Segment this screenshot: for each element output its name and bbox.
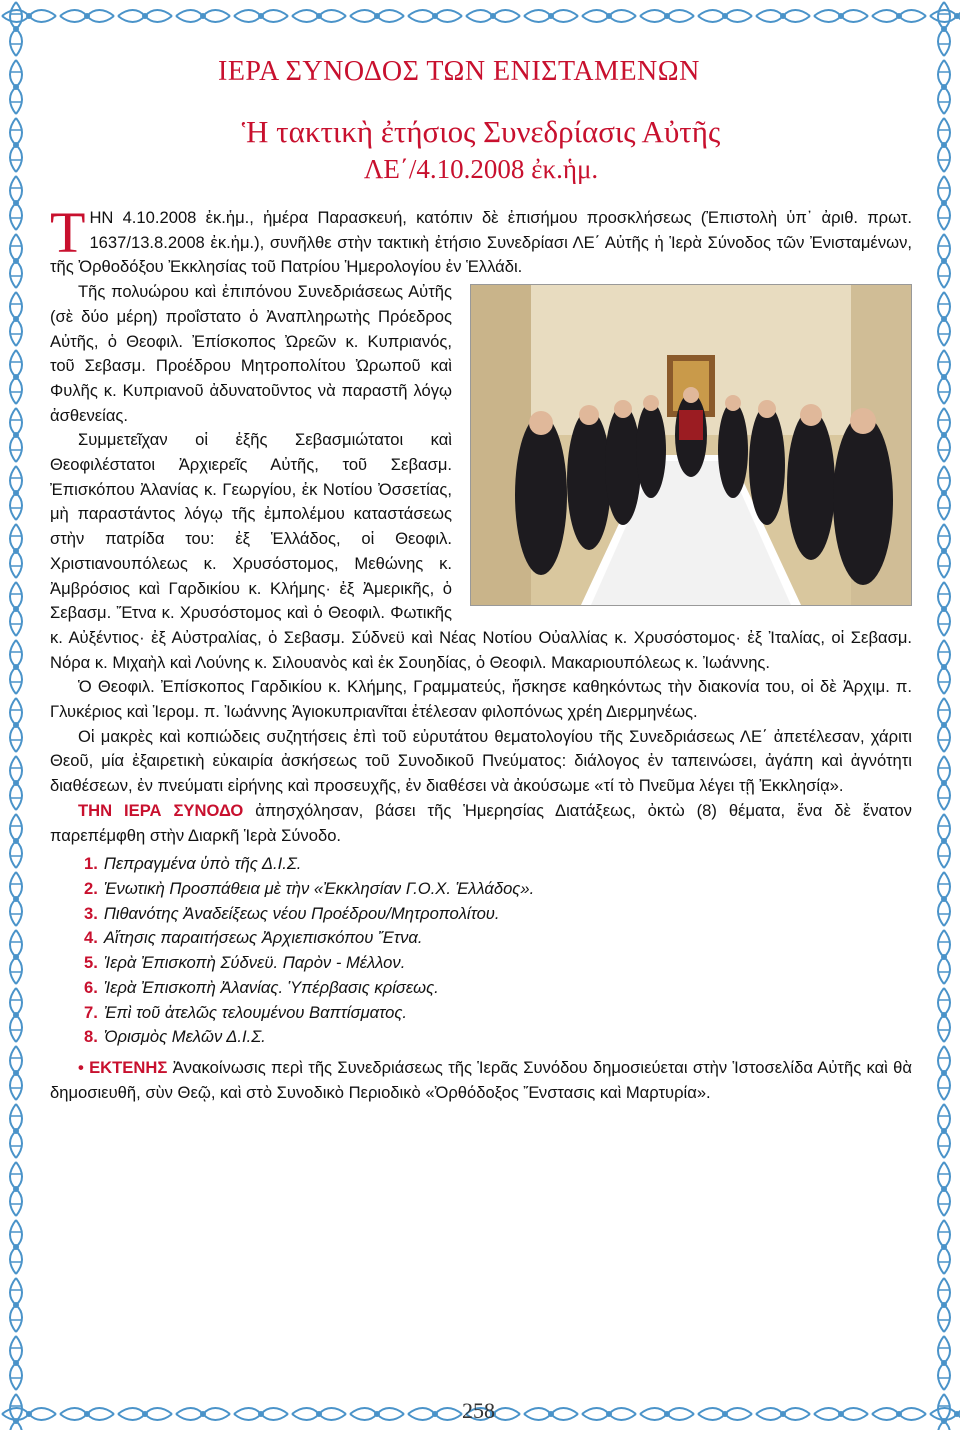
list-item: 7. Ἐπὶ τοῦ ἀτελῶς τελουμένου Βαπτίσματος. [84,1002,408,1022]
left-ornament-border [4,0,28,1430]
list-item: 4. Αἴτησις παραιτήσεως Ἀρχιεπισκόπου Ἔτνα. [84,928,423,948]
page-title [50,114,912,185]
paragraph-participants: Συμμετεῖχαν οἱ ἑξῆς Σεβασμιώτατοι καὶ Θεοφιλέστατοι Ἀρχιερεῖς Αὐτῆς, τοῦ Σεβασμ. Ἐπισκόπου Ἀλανίας κ. Γεωργίου, ἐκ Νοτίου Ὀσσετίας, μὴ παραστάντος λόγῳ τῆς ἐμπολέμου καταστάσεως στὴν πατρίδα του: ἐξ Ἑλλάδος, οἱ Θεοφιλ. Χριστιανουπόλεως κ. Χρυσόστομος, Μεθώνης κ. Ἀμβρόσιος καὶ Γαρδικίου κ. Κλήμης· ἐξ Ἀμερικῆς, ὁ Σεβασμ. Ἔτνα κ. Χρυσόστομος καὶ ὁ Θεοφιλ. Φωτικῆς κ. Αὐξέντιος· ἐξ Αὐστραλίας, ὁ Σεβασμ. Σύδνεϋ καὶ Νέας Νοτίου Οὐαλλίας κ. Χρυσόστομος· ἐξ Ἰταλίας, οἱ Σεβασμ. Νόρα κ. Μιχαὴλ καὶ Λούνης κ. Σιλουανὸς καὶ ἐκ Σουηδίας, ὁ Θεοφιλ. Μακαριουπόλεως κ. Ἰωάννης. [50,430,912,672]
agenda-list [84,852,912,1050]
title-date: ΛΕ΄/4.10.2008 ἐκ.ἡμ. [363,153,599,184]
list-item: 8. Ὁρισμὸς Μελῶν Δ.Ι.Σ. [84,1027,266,1047]
right-ornament-border [932,0,956,1430]
list-item: 6. Ἱερὰ Ἐπισκοπὴ Ἀλανίας. Ὑπέρβασις κρίσεως. [84,977,439,997]
list-item: 5. Ἱερὰ Ἐπισκοπὴ Σύδνεϋ. Παρὸν - Μέλλον. [84,953,406,973]
list-item: 2. Ἑνωτικὴ Προσπάθεια μὲ τὴν «Ἐκκλησίαν Γ.Ο.Χ. Ἑλλάδος». [84,878,535,898]
paragraph-announcement: • ΕΚΤΕΝΗΣ Ἀνακοίνωσις περὶ τῆς Συνεδριάσεως τῆς Ἱερᾶς Συνόδου δημοσιεύεται στὴν Ἱστοσελίδα Αὐτῆς καὶ θὰ δημοσιευθῆ, σὺν Θεῷ, καὶ στὸ Συνοδικὸ Περιοδικὸ «Ὀρθόδοξος Ἔνστασις καὶ Μαρτυρία». [50,1057,912,1102]
announcement-lead: • ΕΚΤΕΝΗΣ [78,1057,168,1077]
page-content [50,0,912,1430]
paragraph-presiding: Τῆς πολυώρου καὶ ἐπιπόνου Συνεδριάσεως Αὐτῆς (σὲ δύο μέρη) προΐστατο ὁ Ἀναπληρωτὴς Πρόεδρος Αὐτῆς, ὁ Θεοφιλ. Ἐπίσκοπος Ὠρεῶν κ. Κυπριανός, τοῦ Σεβασμ. Προέδρου Μητροπολίτου Ὠρωποῦ καὶ Φυλῆς κ. Κυπριανοῦ ἀδυνατοῦντος νὰ παραστῆ λόγῳ ἀσθενείας. [50,282,452,425]
drop-cap: Τ [50,200,86,265]
meeting-photo [470,284,912,606]
article-body [50,200,912,1105]
masthead: ΙΕΡΑ ΣΥΝΟΔΟΣ ΤΩΝ ΕΝΙΣΤΑΜΕΝΩΝ [218,56,700,87]
meeting-photo-icon [471,285,911,605]
list-item: 1. Πεπραγμένα ὑπὸ τῆς Δ.Ι.Σ. [84,854,302,874]
list-item: 3. Πιθανότης Ἀναδείξεως νέου Προέδρου/Μητροπολίτου. [84,903,500,923]
paragraph-discussions: Οἱ μακρὲς καὶ κοπιώδεις συζητήσεις ἐπὶ τοῦ εὐρυτάτου θεματολογίου τῆς Συνεδριάσεως ΛΕ΄ ἀπετέλεσαν, χάριτι Θεοῦ, μία ἐξαιρετικὴ εὐκαιρία ἀσκήσεως τοῦ Συνοδικοῦ Πνεύματος: διάλογος ἐν ταπεινώσει, ἀγάπη καὶ ἀγνότητι διαθέσεων, ἐν πνεύματι εἰρήνης καὶ προσευχῆς, ἐν διαθέσει νὰ ἀκούσωμε «τί τὸ Πνεῦμα λέγει τῇ Ἐκκλησίᾳ». [50,726,912,796]
agenda-lead: ΤΗΝ ΙΕΡΑ ΣΥΝΟΔΟ [78,800,244,820]
page-number: 258 [462,1398,495,1423]
paragraph-intro: ΤΗΝ 4.10.2008 ἐκ.ἡμ., ἡμέρα Παρασκευή, κατόπιν δὲ ἐπισήμου προσκλήσεως (Ἐπιστολὴ ὑπ᾿ ἀριθ. πρωτ. 1637/13.8.2008 ἐκ.ἡμ.), συνῆλθε στὴν τακτικὴ ἐτήσιο Συνεδρίασι ΛΕ΄ Αὐτῆς ἡ Ἱερὰ Σύνοδος τῶν Ἐνισταμένων, τῆς Ὀρθοδόξου Ἐκκλησίας τοῦ Πατρίου Ἡμερολογίου ἐν Ἑλλάδι. [50,200,912,277]
paragraph-agenda-intro: ΤΗΝ ΙΕΡΑ ΣΥΝΟΔΟ ἀπησχόλησαν, βάσει τῆς Ἡμερησίας Διατάξεως, ὀκτὼ (8) θέματα, ἕνα δὲ ἔνατον παρεπέμφθη στὴν Διαρκῆ Ἱερὰ Σύνοδο. [50,800,912,845]
paragraph-secretary: Ὁ Θεοφιλ. Ἐπίσκοπος Γαρδικίου κ. Κλήμης, Γραμματεύς, ἤσκησε καθηκόντως τὴν διακονία του, οἱ δὲ Ἀρχιμ. π. Γλυκέριος καὶ Ἱερομ. π. Ἰωάννης Ἁγιοκυπριανῖται ἐτέλεσαν φιλοπόνως χρέη Διερμηνέως. [50,677,912,722]
title-main: Ἡ τακτικὴ ἐτήσιος Συνεδρίασις Αὐτῆς [241,114,721,149]
